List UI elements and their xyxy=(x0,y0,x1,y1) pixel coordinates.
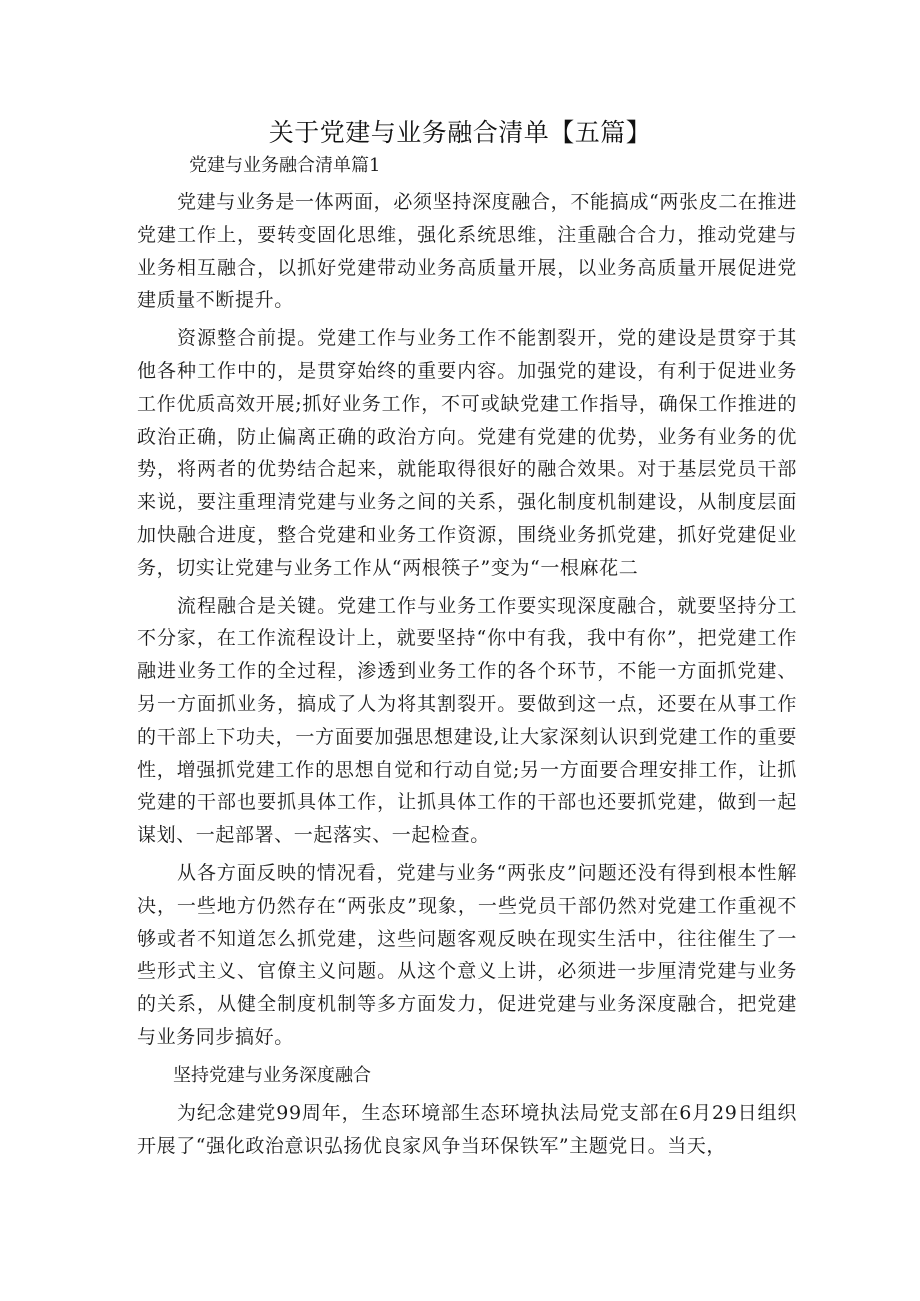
paragraph: 党建与业务是一体两面，必须坚持深度融合，不能搞成“两张皮二在推进党建工作上，要转变固化思维，强化系统思维，注重融合合力，推动党建与业务相互融合，以抓好党建带动业务高质量开展，以业务高质量开展促进党建质量不断提升。 xyxy=(137,191,797,312)
paragraph: 流程融合是关键。党建工作与业务工作要实现深度融合，就要坚持分工不分家，在工作流程设计上，就要坚持“你中有我，我中有你”，把党建工作融进业务工作的全过程，渗透到业务工作的各个环节，不能一方面抓党建、另一方面抓业务，搞成了人为将其割裂开。要做到这一点，还要在从事工作的干部上下功夫，一方面要加强思想建设,让大家深刻认识到党建工作的重要性，增强抓党建工作的思想自觉和行动自觉;另一方面要合理安排工作，让抓党建的干部也要抓具体工作，让抓具体工作的干部也还要抓党建，做到一起谋划、一起部署、一起落实、一起检查。 xyxy=(137,594,797,847)
document-title: 关于党建与业务融合清单【五篇】 xyxy=(268,118,652,147)
paragraph: 资源整合前提。党建工作与业务工作不能割裂开，党的建设是贯穿于其他各种工作中的，是贯穿始终的重要内容。加强党的建设，有利于促进业务工作优质高效开展;抓好业务工作，不可或缺党建工作指导，确保工作推进的政治正确，防止偏离正确的政治方向。党建有党建的优势，业务有业务的优势，将两者的优势结合起来，就能取得很好的融合效果。对于基层党员干部来说，要注重理清党建与业务之间的关系，强化制度机制建设，从制度层面加快融合进度，整合党建和业务工作资源，围绕业务抓党建，抓好党建促业务，切实让党建与业务工作从“两根筷子”变为“一根麻花二 xyxy=(137,327,797,579)
paragraph: 从各方面反映的情况看，党建与业务“两张皮”问题还没有得到根本性解决，一些地方仍然存在“两张皮”现象，一些党员干部仍然对党建工作重视不够或者不知道怎么抓党建，这些问题客观反映在现实生活中，往往催生了一些形式主义、官僚主义问题。从这个意义上讲，必须进一步厘清党建与业务的关系，从健全制度机制等多方面发力，促进党建与业务深度融合，把党建与业务同步搞好。 xyxy=(137,861,797,1048)
section-heading: 坚持党建与业务深度融合 xyxy=(173,1064,371,1086)
section-heading: 党建与业务融合清单篇1 xyxy=(189,155,381,176)
paragraph: 为纪念建党99周年，生态环境部生态环境执法局党支部在6月29日组织开展了“强化政治意识弘扬优良家风争当环保铁军”主题党日。当天， xyxy=(137,1101,797,1157)
document-body xyxy=(137,150,797,1162)
